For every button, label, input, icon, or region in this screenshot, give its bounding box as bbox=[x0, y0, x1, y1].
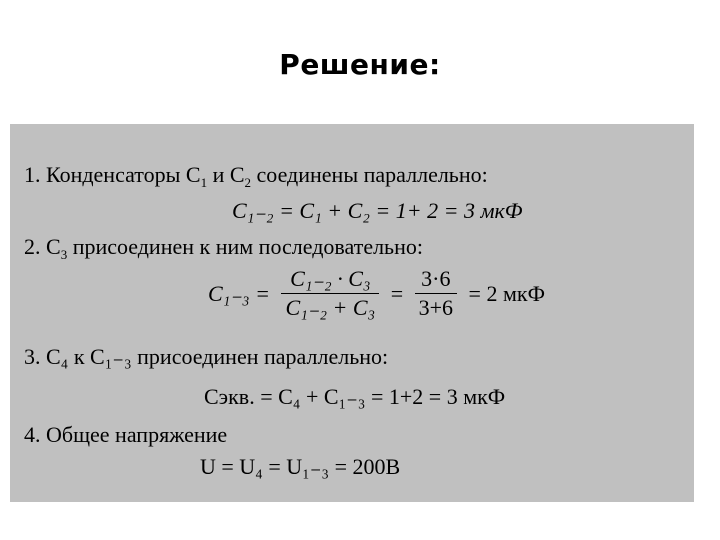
step-4-formula: U = U₄ = U₁₋₃ = 200B bbox=[200, 454, 401, 479]
slide-title: Решение: bbox=[279, 48, 441, 81]
step-1-text: 1. Конденсаторы $C_1$ и $C_2$ соединены параллельно: bbox=[24, 162, 488, 190]
step-1-formula: C₁₋₂ = C₁ + C₂ = 1+ 2 = 3 мкФ bbox=[232, 198, 523, 223]
step-3-text: 3. C₄ к C₁₋₃ присоединен параллельно: bbox=[24, 344, 389, 369]
fraction-1: $\frac{\text{C₁₋₂ · C₃}}{\text{C₁₋₂ + C₃}}$ bbox=[281, 268, 379, 319]
fraction-2: $\frac{3\cdot 6}{3+6}$ bbox=[415, 268, 457, 319]
step-2-text: 2. $C_3$ присоединен к ним последовательно: bbox=[24, 234, 423, 262]
solution-panel bbox=[10, 124, 694, 502]
step-2-formula: C₁₋₃ = $\frac{\text{C₁₋₂ · C₃}}{\text{C₁₋₂ + C₃}}$ = $\frac{3\cdot 6}{3+6}$ = 2 мкФ bbox=[208, 266, 545, 320]
step-4-text: 4. Общее напряжение bbox=[24, 422, 228, 447]
step-3-formula: Cэкв. = C₄ + C₁₋₃ = 1+2 = 3 мкФ bbox=[204, 384, 506, 409]
